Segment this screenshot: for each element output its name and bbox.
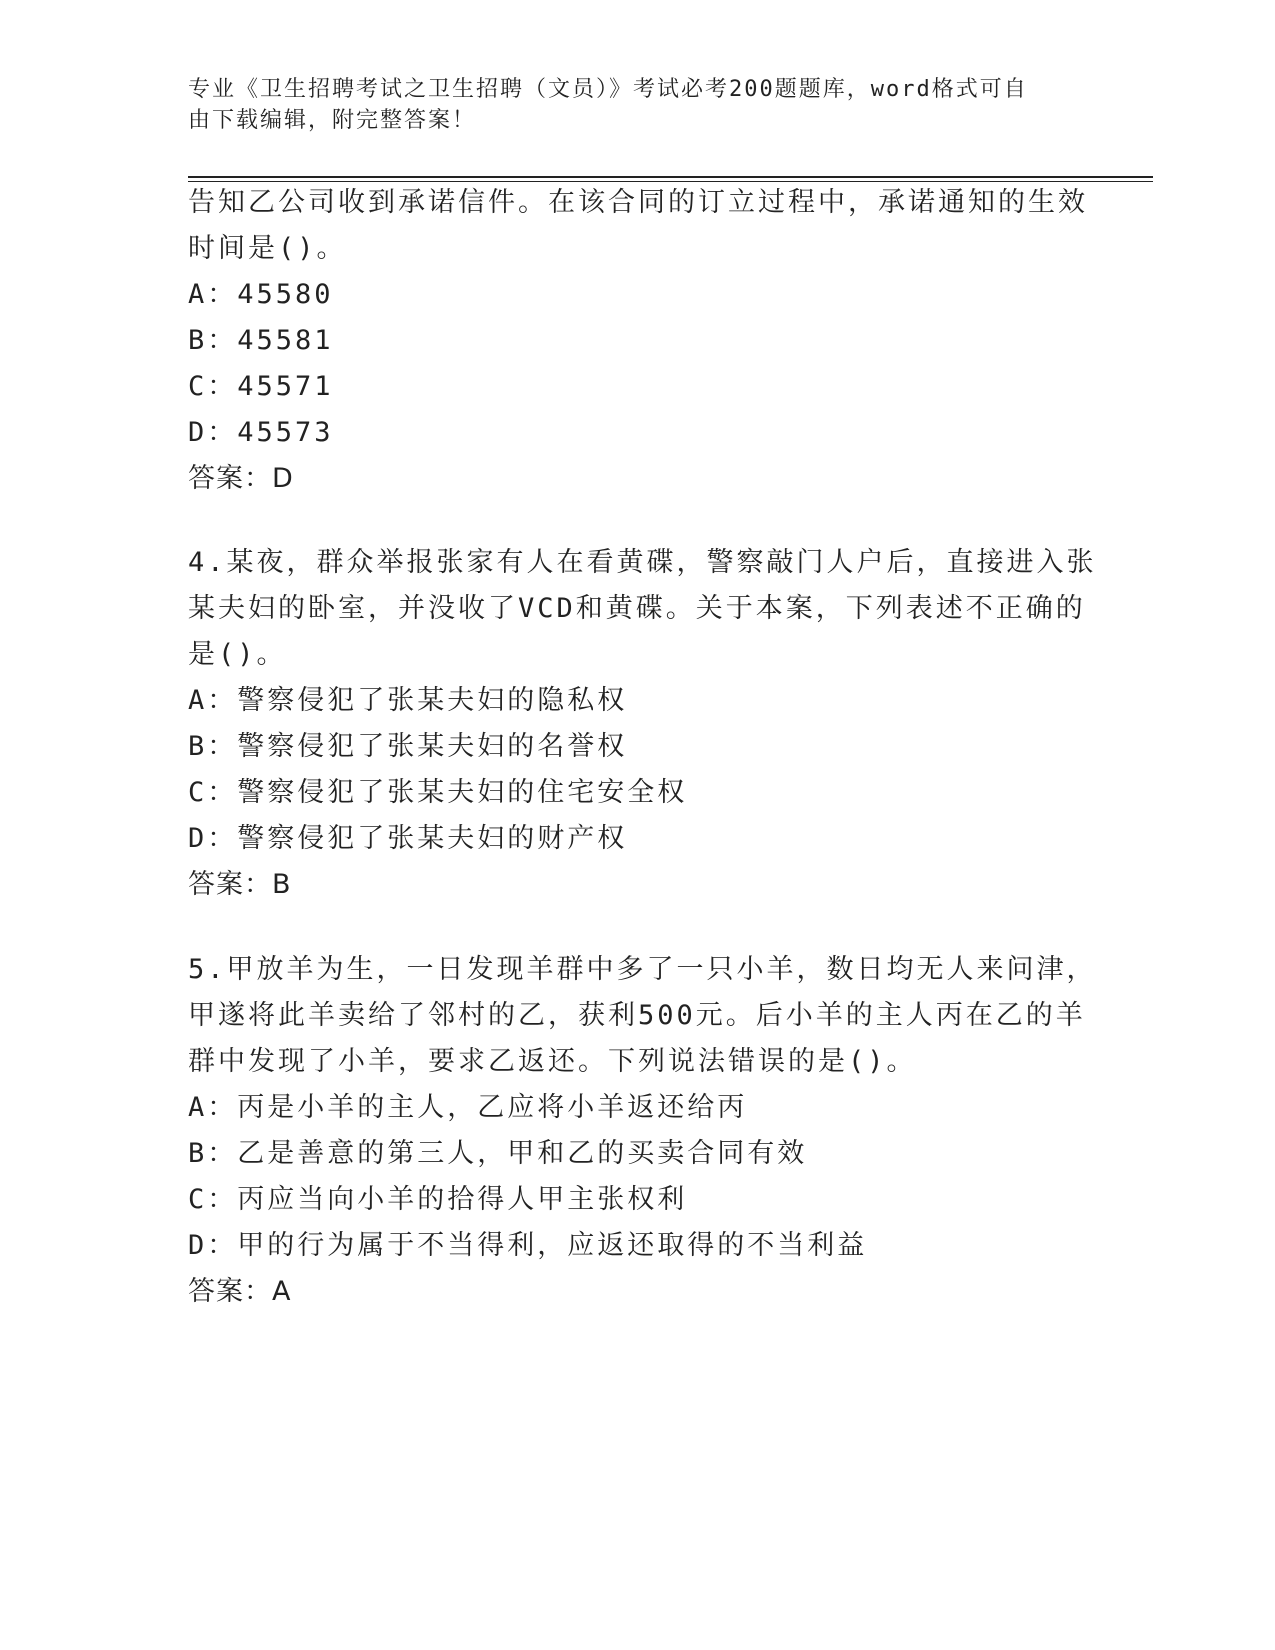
question-3-option-b: B：45581 <box>188 325 334 356</box>
question-5-stem-line-3: 群中发现了小羊，要求乙返还。下列说法错误的是()。 <box>188 1046 917 1077</box>
header-line-2: 由下载编辑，附完整答案！ <box>188 108 477 133</box>
question-5-option-d: D：甲的行为属于不当得利，应返还取得的不当利益 <box>188 1230 868 1261</box>
question-4-stem-line-3: 是()。 <box>188 639 287 670</box>
document-header <box>188 74 1068 136</box>
question-3-stem-line-2: 时间是()。 <box>188 233 347 264</box>
question-4-stem-line-2: 某夫妇的卧室，并没收了VCD和黄碟。关于本案，下列表述不正确的 <box>188 593 1086 624</box>
question-3-answer: 答案：D <box>188 463 294 494</box>
question-4 <box>188 540 1097 908</box>
question-5-answer: 答案：A <box>188 1276 292 1307</box>
question-4-option-a: A：警察侵犯了张某夫妇的隐私权 <box>188 685 628 716</box>
question-5-option-c: C：丙应当向小羊的拾得人甲主张权利 <box>188 1184 688 1215</box>
question-4-answer: 答案：B <box>188 869 292 900</box>
question-5-stem-line-2: 甲遂将此羊卖给了邻村的乙，获利500元。后小羊的主人丙在乙的羊 <box>188 1000 1086 1031</box>
question-4-option-b: B：警察侵犯了张某夫妇的名誉权 <box>188 731 628 762</box>
header-divider-thick <box>188 176 1153 178</box>
question-5-option-b: B：乙是善意的第三人，甲和乙的买卖合同有效 <box>188 1138 808 1169</box>
question-3-option-c: C：45571 <box>188 371 334 402</box>
question-5-option-a: A：丙是小羊的主人，乙应将小羊返还给丙 <box>188 1092 748 1123</box>
question-3 <box>188 180 1088 502</box>
header-line-1: 专业《卫生招聘考试之卫生招聘（文员）》考试必考200题题库，word格式可自 <box>188 77 1028 102</box>
question-4-stem-line-1: 4.某夜，群众举报张家有人在看黄碟，警察敲门人户后，直接进入张 <box>188 547 1097 578</box>
question-3-option-a: A：45580 <box>188 279 334 310</box>
question-5-stem-line-1: 5.甲放羊为生，一日发现羊群中多了一只小羊，数日均无人来问津， <box>188 954 1097 985</box>
question-4-option-c: C：警察侵犯了张某夫妇的住宅安全权 <box>188 777 688 808</box>
question-3-stem-line-1: 告知乙公司收到承诺信件。在该合同的订立过程中，承诺通知的生效 <box>188 187 1088 218</box>
question-4-option-d: D：警察侵犯了张某夫妇的财产权 <box>188 823 628 854</box>
question-3-option-d: D：45573 <box>188 417 334 448</box>
question-5 <box>188 947 1097 1315</box>
